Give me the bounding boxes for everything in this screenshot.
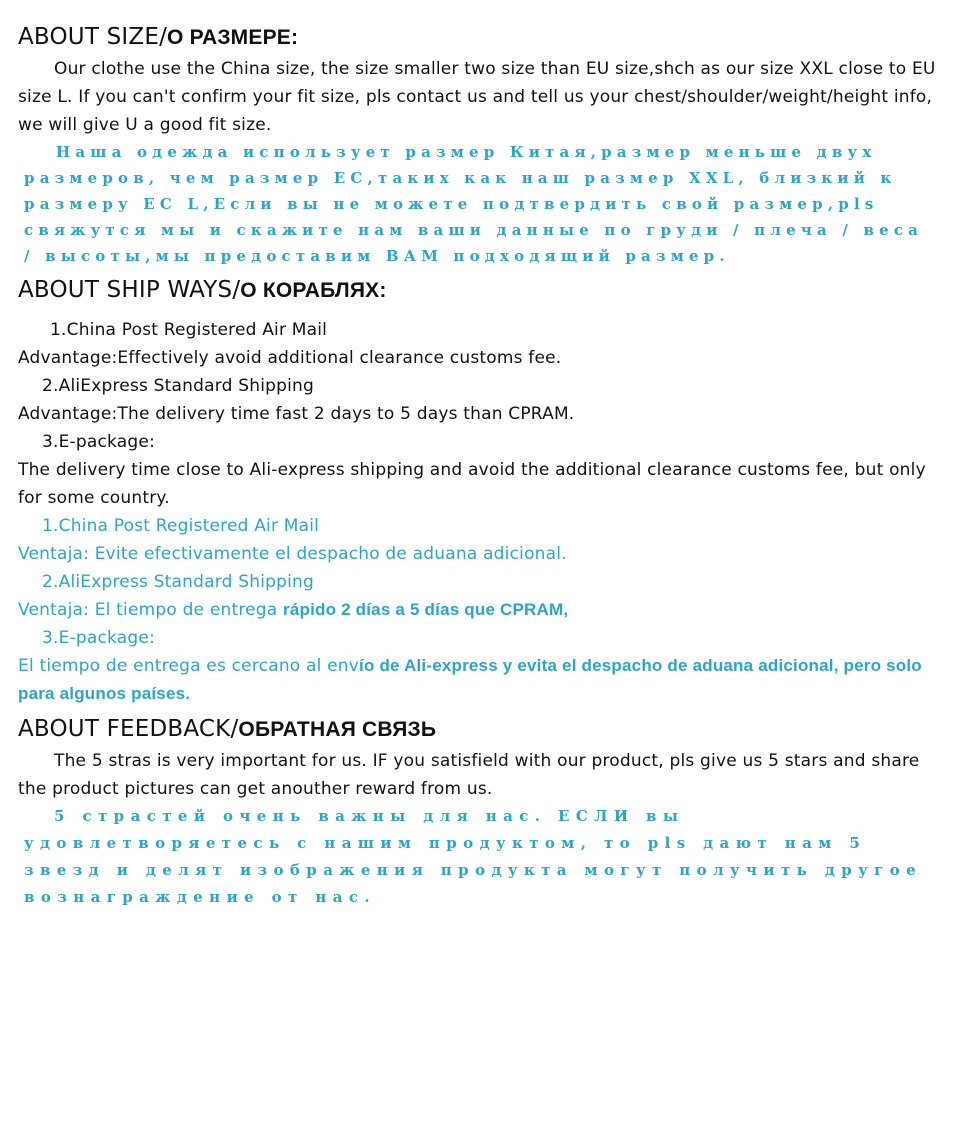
ship-es-ventaja-3 <box>18 652 942 708</box>
ship-heading-ru: О КОРАБЛЯХ: <box>240 279 387 302</box>
ship-es-ventaja-1: Ventaja: Evite efectivamente el despacho de aduana adicional. <box>18 544 567 564</box>
feedback-russian-text: 5 страстей очень важны для нас. ЕСЛИ вы удовлетворяетесь с нашим продуктом, то pls дают нам 5 звезд и делят изображения продукта могут получить другое вознаграждение от нас. <box>24 807 923 906</box>
size-russian-text: Наша одежда использует размер Китая,размер меньше двух размеров, чем размер ЕС,таких как наш размер XXL, близкий к размеру ЕС L,Если вы не можете подтвердить свой размер,pls свяжутся мы и скажите нам ваши данные по груди / плеча / веса / высоты,мы предоставим ВАМ подходящий размер. <box>24 143 924 265</box>
ship-es-ventaja-3-b: ío de Ali-express y evita el despacho de aduana adicional, pero solo para algunos países. <box>18 656 922 703</box>
ship-es-ventaja-3-a: El tiempo de entrega es cercano al env <box>18 656 360 676</box>
ship-method-2: 2.AliExpress Standard Shipping <box>42 376 314 396</box>
ship-es-ventaja-2-a: Ventaja: El tiempo de entrega <box>18 600 284 620</box>
document <box>18 20 942 911</box>
ship-advantage-1: Advantage:Effectively avoid additional clearance customs fee. <box>18 348 562 368</box>
feedback-heading-ru: ОБРАТНАЯ СВЯЗЬ <box>238 718 437 741</box>
ship-es-method-2: 2.AliExpress Standard Shipping <box>42 572 314 592</box>
size-english-text: Our clothe use the China size, the size smaller two size than EU size,shch as our size XXL close to EU size L. If you can't confirm your fit size, pls contact us and tell us your chest/shoulder/weight/height info, we will give U a good fit size. <box>18 59 936 135</box>
size-heading-en: ABOUT SIZE/ <box>18 24 168 50</box>
feedback-heading <box>18 712 942 747</box>
ship-es-ventaja-2 <box>18 596 942 624</box>
feedback-heading-en: ABOUT FEEDBACK/ <box>18 716 239 742</box>
ship-heading-en: ABOUT SHIP WAYS/ <box>18 277 241 303</box>
ship-es-ventaja-2-b: rápido 2 días a 5 días que CPRAM, <box>283 600 569 619</box>
size-heading <box>18 20 942 55</box>
ship-advantage-2: Advantage:The delivery time fast 2 days to 5 days than CPRAM. <box>18 404 575 424</box>
ship-es-method-3: 3.E-package: <box>42 628 155 648</box>
size-heading-ru: О РАЗМЕРЕ: <box>167 26 299 49</box>
ship-heading <box>18 273 942 308</box>
feedback-english-text: The 5 stras is very important for us. IF you satisfield with our product, pls give us 5 stars and share the product pictures can get anouther reward from us. <box>18 751 920 799</box>
ship-advantage-3: The delivery time close to Ali-express shipping and avoid the additional clearance customs fee, but only for some country. <box>18 460 926 508</box>
ship-es-method-1: 1.China Post Registered Air Mail <box>42 516 320 536</box>
ship-method-3: 3.E-package: <box>42 432 155 452</box>
ship-method-1: 1.China Post Registered Air Mail <box>50 320 328 340</box>
